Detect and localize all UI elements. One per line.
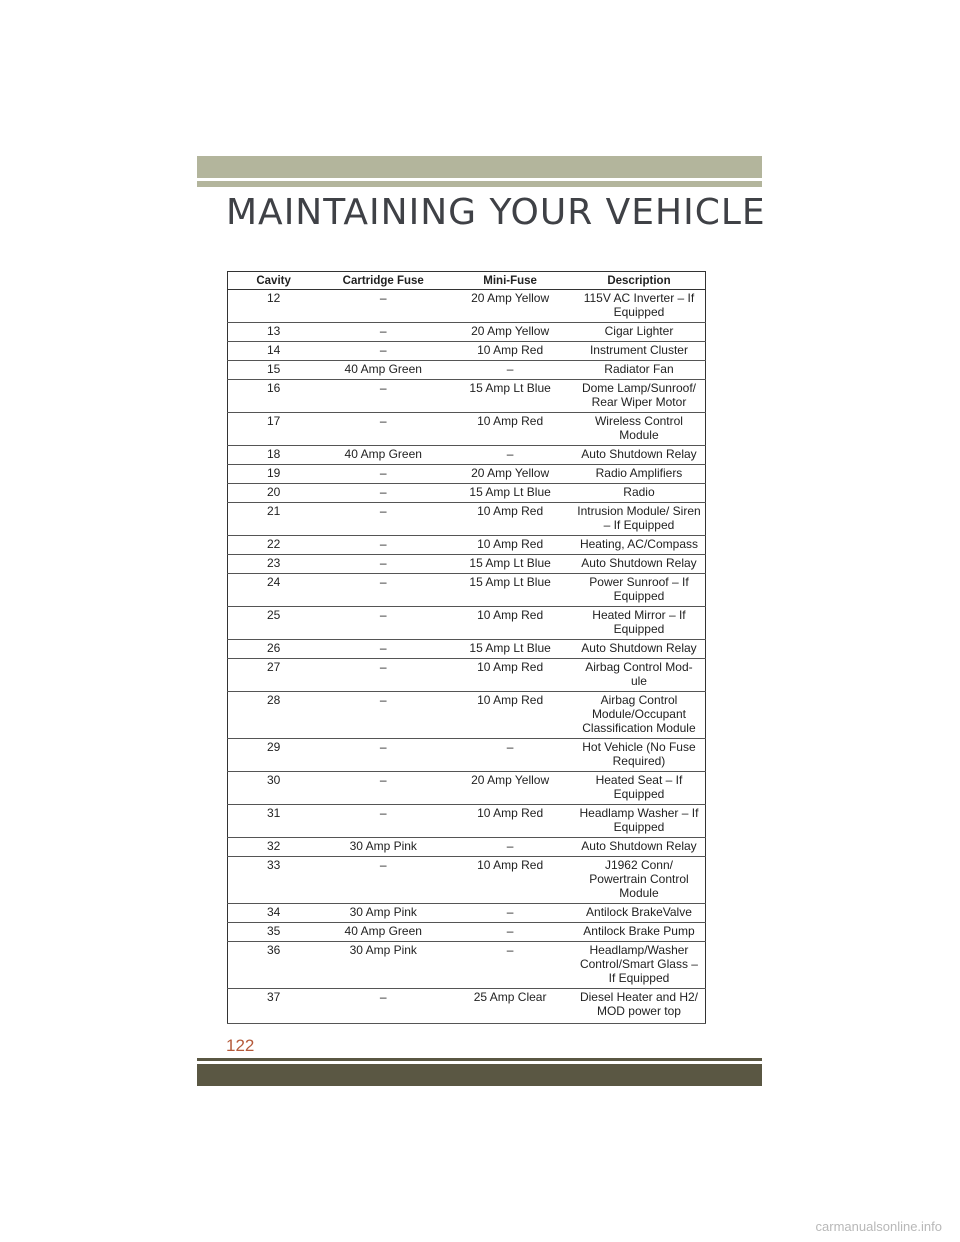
table-row: [228, 838, 706, 857]
table-row: [228, 857, 706, 904]
mini-fuse-cell: 10 Amp Red: [447, 342, 573, 361]
cavity-cell: 35: [228, 923, 320, 942]
column-header-description: Description: [573, 272, 706, 290]
table-body: [228, 290, 706, 1024]
description-cell: Antilock BrakeValve: [573, 904, 706, 923]
description-cell: Instrument Cluster: [573, 342, 706, 361]
cartridge-fuse-cell: –: [319, 692, 447, 739]
cartridge-fuse-cell: –: [319, 659, 447, 692]
table-row: [228, 942, 706, 989]
column-header-cavity: Cavity: [228, 272, 320, 290]
mini-fuse-cell: 20 Amp Yellow: [447, 323, 573, 342]
footer-bar: [197, 1064, 762, 1086]
cavity-cell: 32: [228, 838, 320, 857]
table-row: [228, 323, 706, 342]
cavity-cell: 22: [228, 536, 320, 555]
cavity-cell: 31: [228, 805, 320, 838]
mini-fuse-cell: 10 Amp Red: [447, 536, 573, 555]
table-row: [228, 692, 706, 739]
description-cell: Hot Vehicle (No Fuse Required): [573, 739, 706, 772]
footer-bar-rule: [197, 1058, 762, 1061]
table-row: [228, 607, 706, 640]
table-row: [228, 446, 706, 465]
cartridge-fuse-cell: –: [319, 574, 447, 607]
cavity-cell: 12: [228, 290, 320, 323]
mini-fuse-cell: 15 Amp Lt Blue: [447, 574, 573, 607]
page-number: 122: [226, 1036, 255, 1055]
mini-fuse-cell: –: [447, 446, 573, 465]
description-cell: Heated Seat – If Equipped: [573, 772, 706, 805]
mini-fuse-cell: 25 Amp Clear: [447, 989, 573, 1024]
cavity-cell: 27: [228, 659, 320, 692]
mini-fuse-cell: –: [447, 838, 573, 857]
cartridge-fuse-cell: –: [319, 413, 447, 446]
cartridge-fuse-cell: –: [319, 342, 447, 361]
table-row: [228, 772, 706, 805]
description-cell: 115V AC Inverter – If Equipped: [573, 290, 706, 323]
description-cell: Headlamp/Washer Control/Smart Glass – If Equipped: [573, 942, 706, 989]
cavity-cell: 20: [228, 484, 320, 503]
description-cell: Diesel Heater and H2/ MOD power top: [573, 989, 706, 1024]
cavity-cell: 21: [228, 503, 320, 536]
mini-fuse-cell: 20 Amp Yellow: [447, 290, 573, 323]
cartridge-fuse-cell: –: [319, 772, 447, 805]
mini-fuse-cell: 15 Amp Lt Blue: [447, 555, 573, 574]
mini-fuse-cell: –: [447, 739, 573, 772]
mini-fuse-cell: 20 Amp Yellow: [447, 772, 573, 805]
cartridge-fuse-cell: –: [319, 465, 447, 484]
cartridge-fuse-cell: –: [319, 323, 447, 342]
cavity-cell: 19: [228, 465, 320, 484]
description-cell: Heating, AC/Compass: [573, 536, 706, 555]
description-cell: Cigar Lighter: [573, 323, 706, 342]
table-row: [228, 361, 706, 380]
mini-fuse-cell: –: [447, 923, 573, 942]
table-header-row: [228, 272, 706, 290]
table-row: [228, 465, 706, 484]
description-cell: Radio Amplifiers: [573, 465, 706, 484]
cartridge-fuse-cell: –: [319, 857, 447, 904]
table-row: [228, 659, 706, 692]
mini-fuse-cell: 10 Amp Red: [447, 413, 573, 446]
description-cell: Airbag Control Module/Occupant Classification Module: [573, 692, 706, 739]
table-row: [228, 923, 706, 942]
header-bar-rule: [197, 181, 762, 187]
cavity-cell: 37: [228, 989, 320, 1024]
table-row: [228, 805, 706, 838]
table-row: [228, 739, 706, 772]
cavity-cell: 30: [228, 772, 320, 805]
table-row: [228, 342, 706, 361]
cavity-cell: 23: [228, 555, 320, 574]
table-row: [228, 555, 706, 574]
table-row: [228, 290, 706, 323]
cartridge-fuse-cell: 30 Amp Pink: [319, 838, 447, 857]
description-cell: J1962 Conn/ Powertrain Control Module: [573, 857, 706, 904]
mini-fuse-cell: 15 Amp Lt Blue: [447, 380, 573, 413]
cartridge-fuse-cell: –: [319, 555, 447, 574]
description-cell: Auto Shutdown Relay: [573, 555, 706, 574]
mini-fuse-cell: –: [447, 361, 573, 380]
cavity-cell: 18: [228, 446, 320, 465]
table-row: [228, 503, 706, 536]
description-cell: Auto Shutdown Relay: [573, 640, 706, 659]
table-row: [228, 484, 706, 503]
cavity-cell: 13: [228, 323, 320, 342]
cartridge-fuse-cell: –: [319, 640, 447, 659]
cavity-cell: 34: [228, 904, 320, 923]
cartridge-fuse-cell: 40 Amp Green: [319, 446, 447, 465]
cartridge-fuse-cell: 40 Amp Green: [319, 361, 447, 380]
fuse-table: [227, 271, 706, 1024]
cartridge-fuse-cell: 30 Amp Pink: [319, 942, 447, 989]
cavity-cell: 28: [228, 692, 320, 739]
mini-fuse-cell: 10 Amp Red: [447, 503, 573, 536]
cavity-cell: 16: [228, 380, 320, 413]
cavity-cell: 15: [228, 361, 320, 380]
cavity-cell: 17: [228, 413, 320, 446]
cartridge-fuse-cell: –: [319, 805, 447, 838]
mini-fuse-cell: –: [447, 904, 573, 923]
section-title: MAINTAINING YOUR VEHICLE: [226, 192, 766, 233]
table-row: [228, 904, 706, 923]
cartridge-fuse-cell: –: [319, 739, 447, 772]
description-cell: Antilock Brake Pump: [573, 923, 706, 942]
cavity-cell: 33: [228, 857, 320, 904]
description-cell: Headlamp Washer – If Equipped: [573, 805, 706, 838]
mini-fuse-cell: 20 Amp Yellow: [447, 465, 573, 484]
mini-fuse-cell: 10 Amp Red: [447, 659, 573, 692]
column-header-cartridge-fuse: Cartridge Fuse: [319, 272, 447, 290]
description-cell: Auto Shutdown Relay: [573, 446, 706, 465]
description-cell: Heated Mirror – If Equipped: [573, 607, 706, 640]
cartridge-fuse-cell: –: [319, 989, 447, 1024]
table-row: [228, 536, 706, 555]
mini-fuse-cell: 15 Amp Lt Blue: [447, 640, 573, 659]
mini-fuse-cell: 10 Amp Red: [447, 607, 573, 640]
mini-fuse-cell: –: [447, 942, 573, 989]
cartridge-fuse-cell: –: [319, 607, 447, 640]
description-cell: Auto Shutdown Relay: [573, 838, 706, 857]
description-cell: Radiator Fan: [573, 361, 706, 380]
description-cell: Intrusion Module/ Siren – If Equipped: [573, 503, 706, 536]
cavity-cell: 26: [228, 640, 320, 659]
table-row: [228, 380, 706, 413]
cartridge-fuse-cell: –: [319, 536, 447, 555]
cartridge-fuse-cell: –: [319, 484, 447, 503]
mini-fuse-cell: 10 Amp Red: [447, 805, 573, 838]
cavity-cell: 14: [228, 342, 320, 361]
column-header-mini-fuse: Mini-Fuse: [447, 272, 573, 290]
cartridge-fuse-cell: 40 Amp Green: [319, 923, 447, 942]
cavity-cell: 36: [228, 942, 320, 989]
table-row: [228, 574, 706, 607]
cavity-cell: 24: [228, 574, 320, 607]
mini-fuse-cell: 15 Amp Lt Blue: [447, 484, 573, 503]
cartridge-fuse-cell: –: [319, 380, 447, 413]
description-cell: Power Sunroof – If Equipped: [573, 574, 706, 607]
header-bar: [197, 156, 762, 178]
watermark: carmanualsonline.info: [815, 1219, 942, 1234]
cartridge-fuse-cell: 30 Amp Pink: [319, 904, 447, 923]
cartridge-fuse-cell: –: [319, 290, 447, 323]
table-row: [228, 640, 706, 659]
mini-fuse-cell: 10 Amp Red: [447, 692, 573, 739]
cavity-cell: 29: [228, 739, 320, 772]
table-row: [228, 413, 706, 446]
description-cell: Wireless Control Module: [573, 413, 706, 446]
description-cell: Airbag Control Mod- ule: [573, 659, 706, 692]
table-row: [228, 989, 706, 1024]
cavity-cell: 25: [228, 607, 320, 640]
description-cell: Radio: [573, 484, 706, 503]
cartridge-fuse-cell: –: [319, 503, 447, 536]
mini-fuse-cell: 10 Amp Red: [447, 857, 573, 904]
description-cell: Dome Lamp/Sunroof/ Rear Wiper Motor: [573, 380, 706, 413]
